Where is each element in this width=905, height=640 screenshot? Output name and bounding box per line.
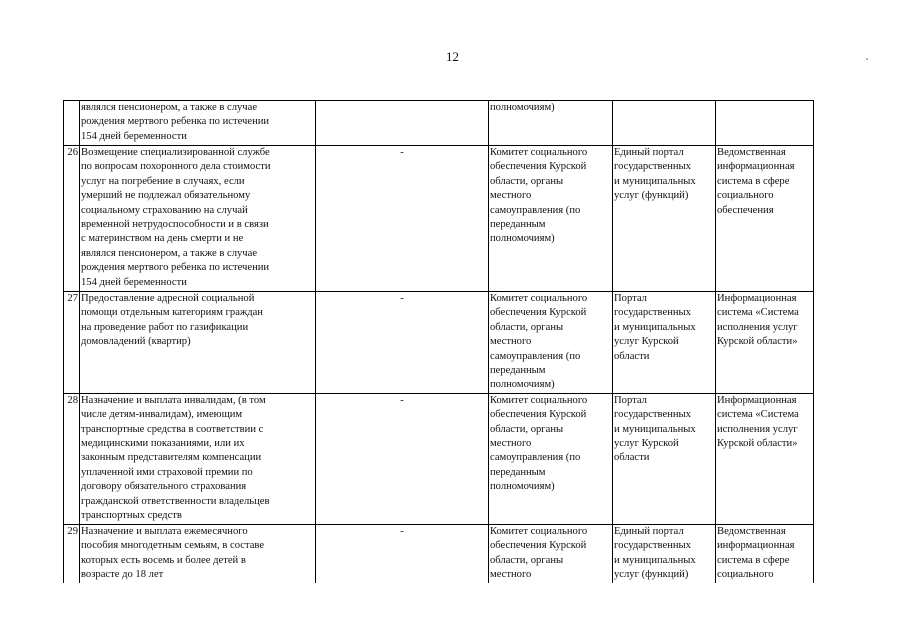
system-cell: Информационная система «Система исполнения услуг Курской области»	[716, 393, 814, 524]
system-cell: Ведомственная информационная система в сфере социального	[716, 524, 814, 583]
row-number: 26	[64, 146, 80, 292]
provider-cell: Комитет социального обеспечения Курской области, органы местного самоуправления (по переданным полномочиям)	[489, 393, 613, 524]
service-name: Назначение и выплата ежемесячного пособия многодетным семьям, в составе которых есть восемь и более детей в возрасте до 18 лет	[80, 524, 316, 583]
payment-cell: -	[316, 146, 489, 292]
table-row	[64, 101, 814, 146]
page-number: 12	[446, 49, 459, 64]
system-cell: Ведомственная информационная система в сфере социального обеспечения	[716, 146, 814, 292]
service-name: Предоставление адресной социальной помощи отдельным категориям граждан на проведение работ по газификации домовладений (квартир)	[80, 292, 316, 394]
portal-cell: Единый портал государственных и муниципальных услуг (функций)	[613, 524, 716, 583]
table-row	[64, 393, 814, 524]
system-cell	[716, 101, 814, 146]
row-number	[64, 101, 80, 146]
payment-cell: -	[316, 292, 489, 394]
payment-cell: -	[316, 393, 489, 524]
services-table	[63, 100, 814, 583]
row-number: 27	[64, 292, 80, 394]
system-cell: Информационная система «Система исполнения услуг Курской области»	[716, 292, 814, 394]
table-row	[64, 524, 814, 583]
provider-cell: Комитет социального обеспечения Курской области, органы местного самоуправления (по переданным полномочиям)	[489, 146, 613, 292]
table-row	[64, 146, 814, 292]
portal-cell	[613, 101, 716, 146]
service-name: являлся пенсионером, а также в случае рождения мертвого ребенка по истечении 154 дней беременности	[80, 101, 316, 146]
scan-speck	[866, 58, 868, 60]
row-number: 29	[64, 524, 80, 583]
payment-cell: -	[316, 524, 489, 583]
row-number: 28	[64, 393, 80, 524]
payment-cell	[316, 101, 489, 146]
provider-cell: Комитет социального обеспечения Курской области, органы местного	[489, 524, 613, 583]
service-name: Возмещение специализированной службе по вопросам похоронного дела стоимости услуг на погребение в случаях, если умерший не подлежал обязательному социальному страхованию на случай временной нетрудоспособности и в связи с материнством на день смерти и не являлся пенсионером, а также в случае рождения мертвого ребенка по истечении 154 дней беременности	[80, 146, 316, 292]
service-name: Назначение и выплата инвалидам, (в том числе детям-инвалидам), имеющим транспортные средства в соответствии с медицинскими показаниями, или их законным представителям компенсации уплаченной ими страховой премии по договору обязательного страхования гражданской ответственности владельцев транспортных средств	[80, 393, 316, 524]
provider-cell: полномочиям)	[489, 101, 613, 146]
portal-cell: Портал государственных и муниципальных услуг Курской области	[613, 292, 716, 394]
table-row	[64, 292, 814, 394]
portal-cell: Единый портал государственных и муниципальных услуг (функций)	[613, 146, 716, 292]
provider-cell: Комитет социального обеспечения Курской области, органы местного самоуправления (по переданным полномочиям)	[489, 292, 613, 394]
portal-cell: Портал государственных и муниципальных услуг Курской области	[613, 393, 716, 524]
